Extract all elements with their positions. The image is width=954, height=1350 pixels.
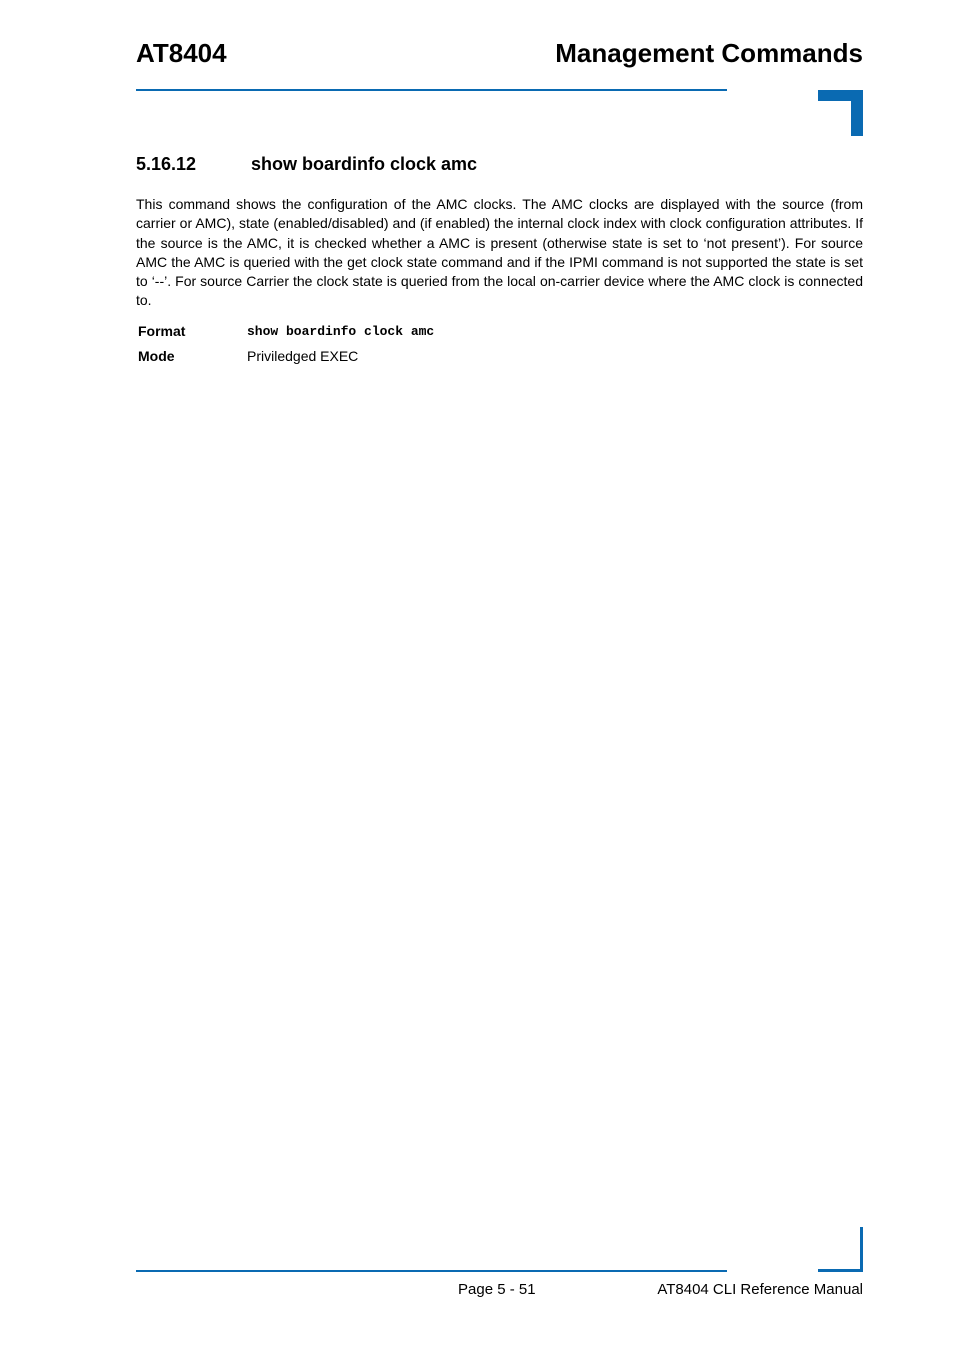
- manual-title: AT8404 CLI Reference Manual: [657, 1281, 863, 1298]
- format-value: show boardinfo clock amc: [247, 324, 435, 339]
- format-label: Format: [138, 323, 186, 339]
- section-heading: [136, 152, 863, 176]
- section-number: 5.16.12: [136, 154, 197, 174]
- header-rule: [136, 89, 727, 91]
- corner-mark-bottom: [818, 1269, 863, 1272]
- header-chapter: Management Commands: [555, 38, 863, 68]
- section-title: show boardinfo clock amc: [251, 154, 478, 174]
- description-paragraph: This command shows the configuration of the AMC clocks. The AMC clocks are displayed with the source (from carrier or AMC), state (enabled/disabled) and (if enabled) the internal clock index with clock configuration attributes. If the source is the AMC, it is checked whether a AMC is present (otherwise state is set to ‘not present’). For source AMC the AMC is queried with the get clock state command and if the IPMI command is not supported the state is set to ‘--’. For source Carrier the clock state is queried from the local on-carrier device where the AMC clock is connected to.: [136, 196, 863, 309]
- page-number: Page 5 - 51: [458, 1281, 536, 1298]
- footer-rule: [136, 1270, 727, 1272]
- mode-label: Mode: [138, 348, 175, 364]
- header-product: AT8404: [136, 38, 227, 68]
- corner-mark-top-vertical: [851, 90, 863, 136]
- mode-value: Priviledged EXEC: [247, 348, 359, 364]
- corner-mark-bottom-vertical: [860, 1227, 863, 1272]
